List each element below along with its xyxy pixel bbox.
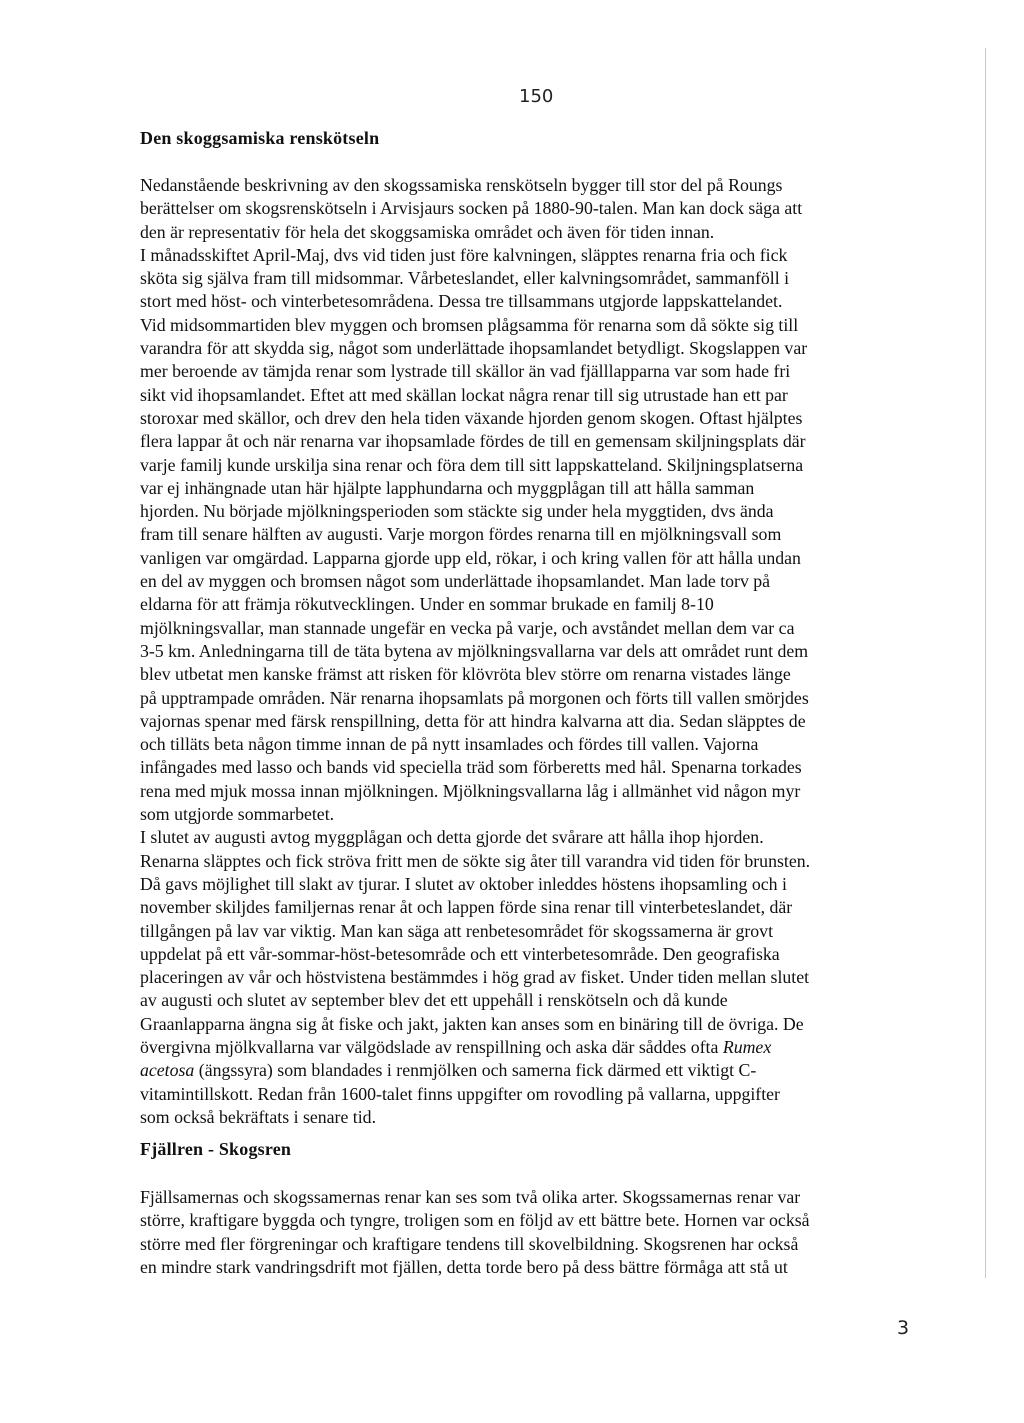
body-line: placeringen av vår och höstvistena bestämmdes i hög grad av fisket. Under tiden mellan slutet: [140, 967, 810, 988]
body-line: större med fler förgreningar och kraftigare tendens till skovelbildning. Skogsrenen har också: [140, 1233, 799, 1254]
section2-text: [140, 1186, 915, 1279]
body-line: Då gavs möjlighet till slakt av tjurar. I slutet av oktober inleddes höstens ihopsamling och i: [140, 873, 787, 894]
body-line: vanligen var omgärdad. Lapparna gjorde upp eld, rökar, i och kring vallen för att hålla undan: [140, 547, 801, 568]
body-line: mer beroende av tämjda renar som lystrade till skällor än vad fjälllapparna var som hade fri: [140, 361, 791, 382]
body-line: rena med mjuk mossa innan mjölkningen. Mjölkningsvallarna låg i allmänhet vid någon myr: [140, 780, 801, 801]
italic-species: acetosa: [140, 1060, 195, 1081]
body-line: Graanlapparna ängna sig åt fiske och jakt, jakten kan anses som en binäring till de övriga. De: [140, 1013, 804, 1034]
body-line: tillgången på lav var viktig. Man kan säga att renbetesområdet för skogssamerna är grovt: [140, 920, 774, 941]
body-line: sikt vid ihopsamlandet. Eftet att med skällan lockat några renar till sig utrustade han ett par: [140, 384, 788, 405]
body-line-with-italic: [140, 1059, 915, 1082]
body-line: uppdelat på ett vår-sommar-höst-betesområde och ett vinterbetesområde. Den geografiska: [140, 943, 780, 964]
body-line: eldarna för att främja rökutvecklingen. Under en sommar brukade en familj 8-10: [140, 594, 714, 615]
body-line: Vid midsommartiden blev myggen och bromsen plågsamma för renarna som då sökte sig till: [140, 314, 799, 335]
section-heading-fjallren-skogsren: Fjällren - Skogsren: [140, 1139, 292, 1159]
body-line: sköta sig själva fram till midsommar. Vårbeteslandet, eller kalvningsområdet, sammanföll i: [140, 268, 790, 289]
body-line: infångades med lasso och bands vid speciella träd som förberetts med hål. Spenarna torkades: [140, 757, 802, 778]
body-line: Renarna släpptes och fick ströva fritt men de sökte sig åter till varandra vid tiden för brunsten.: [140, 850, 811, 871]
body-line: en del av myggen och bromsen något som underlättade ihopsamlandet. Man lade torv på: [140, 571, 771, 592]
body-line: den är representativ för hela det skoggsamiska området och även för tiden innan.: [140, 221, 715, 242]
body-line: och tilläts beta någon timme innan de på nytt insamlades och fördes till vallen. Vajorna: [140, 734, 759, 755]
body-line: fram till senare hälften av augusti. Varje morgon fördes renarna till en mjölkningsvall som: [140, 524, 782, 545]
page-footer-number: 3: [897, 1317, 910, 1339]
body-text: [140, 174, 915, 1129]
section-heading-skogssamisk: Den skoggsamiska renskötseln: [140, 128, 380, 148]
body-line: hjorden. Nu började mjölkningsperioden som stäckte sig under hela myggtiden, dvs ända: [140, 501, 774, 522]
body-line: berättelser om skogsrenskötseln i Arvisjaurs socken på 1880-90-talen. Man kan dock säga att: [140, 198, 803, 219]
body-line: på upptrampade områden. När renarna ihopsamlats på morgonen och förts till vallen smörjdes: [140, 687, 809, 708]
body-line: mjölkningsvallar, man stannade ungefär en vecka på varje, och avståndet mellan dem var ca: [140, 617, 795, 638]
body-line: I slutet av augusti avtog myggplågan och detta gjorde det svårare att hålla ihop hjorden.: [140, 827, 764, 848]
body-line: stort med höst- och vinterbetesområdena. Dessa tre tillsammans utgjorde lappskattelandet.: [140, 291, 783, 312]
body-line: varandra för att skydda sig, något som underlättade ihopsamlandet betydligt. Skogslappen var: [140, 338, 808, 359]
body-line: som utgjorde sommarbetet.: [140, 804, 335, 825]
body-line: Nedanstående beskrivning av den skogssamiska renskötseln bygger till stor del på Roungs: [140, 175, 783, 195]
body-line: blev utbetat men kanske främst att risken för klövröta blev större om renarna vistades länge: [140, 664, 791, 685]
scan-edge-line: [985, 48, 986, 1278]
body-line: var ej inhängnade utan här hjälpte lapphundarna och myggplågan till att hålla samman: [140, 477, 755, 498]
body-line: en mindre stark vandringsdrift mot fjällen, detta torde bero på dess bättre förmåga att stå ut: [140, 1256, 788, 1277]
body-line: flera lappar åt och när renarna var ihopsamlade fördes de till en gemensam skiljningsplats där: [140, 431, 806, 452]
body-line: I månadsskiftet April-Maj, dvs vid tiden just före kalvningen, släpptes renarna fria och fick: [140, 244, 788, 265]
italic-genus: Rumex: [722, 1036, 772, 1057]
body-line: större, kraftigare byggda och tyngre, troligen som en följd av ett bättre bete. Hornen var också: [140, 1210, 810, 1231]
body-line-text: (ängssyra) som blandades i renmjölken och samerna fick därmed ett viktigt C-: [198, 1060, 757, 1081]
body-line: Fjällsamernas och skogssamernas renar kan ses som två olika arter. Skogssamernas renar var: [140, 1187, 801, 1207]
body-line: av augusti och slutet av september blev det ett uppehåll i renskötseln och då kunde: [140, 990, 728, 1011]
body-line-with-italic: [140, 1036, 915, 1059]
body-line: som också bekräftats i senare tid.: [140, 1106, 377, 1127]
body-line-text: övergivna mjölkvallarna var välgödslade av renspillning och aska där såddes ofta: [140, 1036, 719, 1057]
body-line: november skiljdes familjernas renar åt och lappen förde sina renar till vinterbeteslandet, där: [140, 897, 793, 918]
body-line: vitamintillskott. Redan från 1600-talet finns uppgifter om rovodling på vallarna, uppgifter: [140, 1083, 780, 1104]
body-line: vajornas spenar med färsk renspillning, detta för att hindra kalvarna att dia. Sedan släpptes de: [140, 710, 806, 731]
body-line: varje familj kunde urskilja sina renar och föra dem till sitt lappskatteland. Skiljningsplatserna: [140, 454, 804, 475]
body-line: storoxar med skällor, och drev den hela tiden växande hjorden genom skogen. Oftast hjälptes: [140, 407, 803, 428]
page-header-number: 150: [519, 86, 554, 107]
body-line: 3-5 km. Anledningarna till de täta bytena av mjölkningsvallarna var dels att området runt dem: [140, 640, 809, 661]
